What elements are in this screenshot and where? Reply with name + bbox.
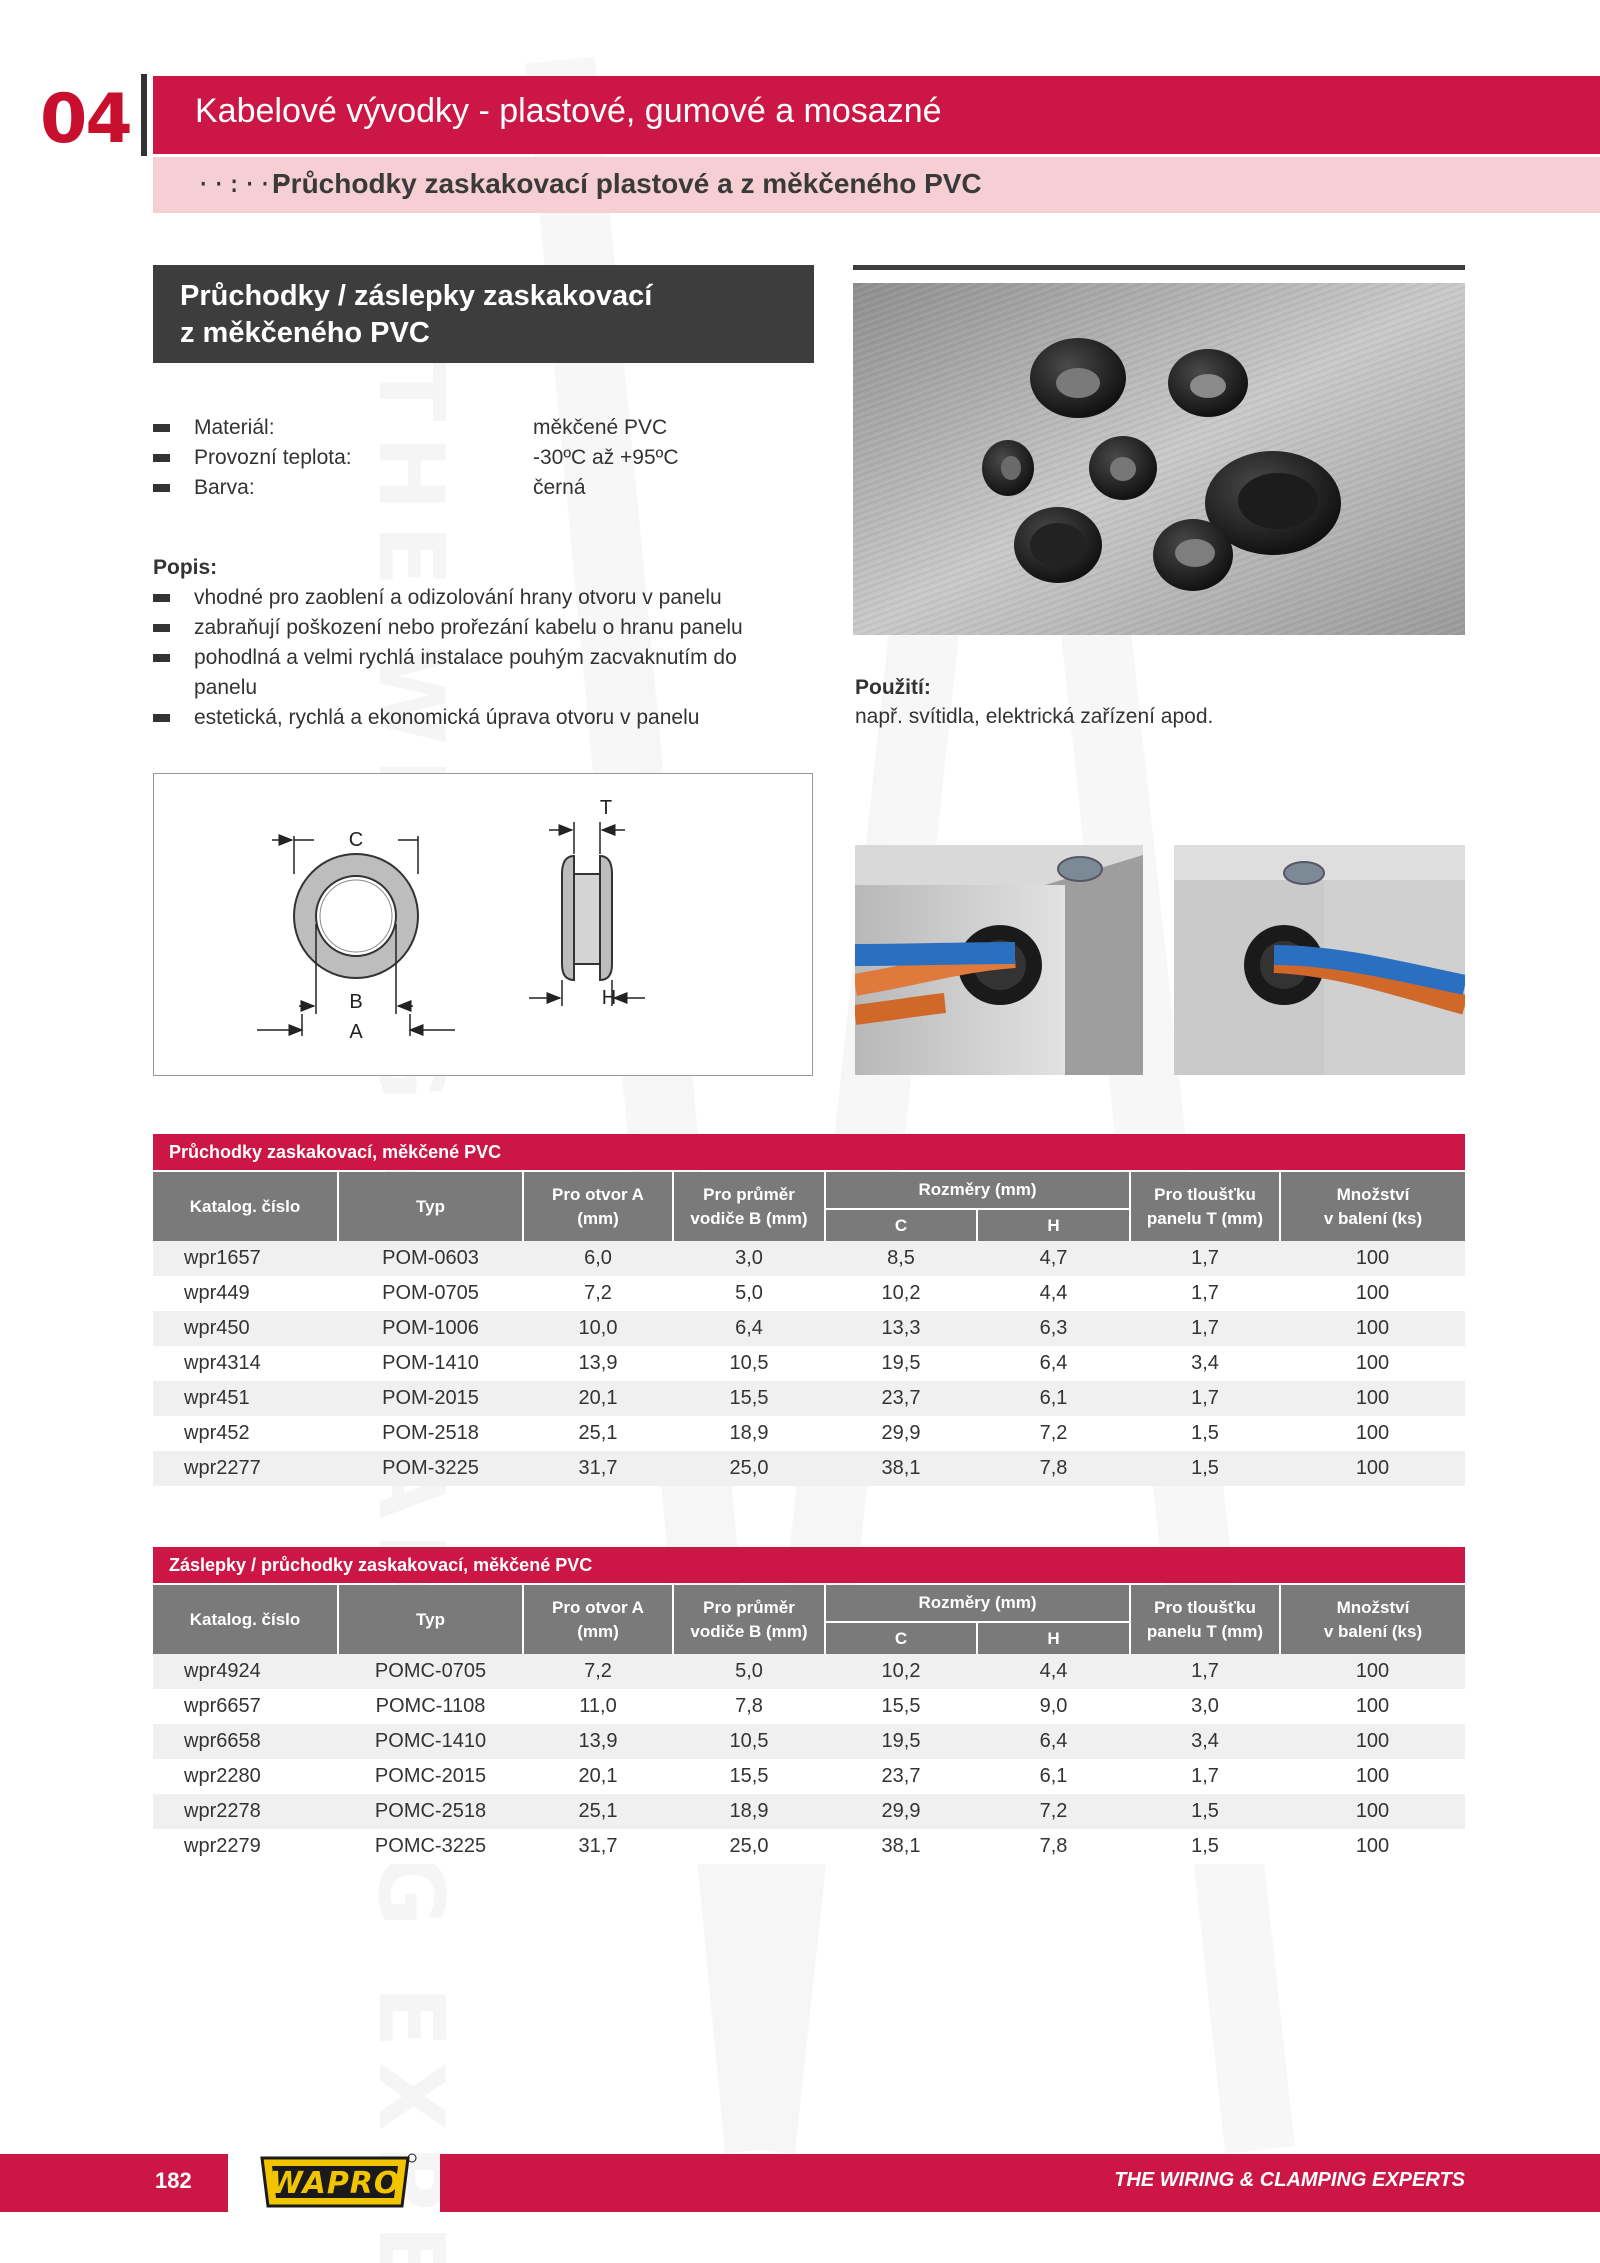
col-header-c: C (825, 1622, 977, 1654)
description-text: vhodné pro zaoblení a odizolování hrany otvoru v panelu (194, 586, 722, 609)
col-header-mnozstvi-line2: v balení (ks) (1323, 1208, 1423, 1228)
cell-typ: POM-0705 (338, 1276, 523, 1311)
table-row (153, 1381, 1465, 1416)
cell-mnozstvi: 100 (1280, 1654, 1465, 1689)
cell-vodic: 5,0 (673, 1654, 825, 1689)
cell-mnozstvi: 100 (1280, 1724, 1465, 1759)
col-header-mnozstvi (1280, 1172, 1465, 1241)
cell-katalog: wpr6658 (153, 1724, 338, 1759)
cell-vodic: 18,9 (673, 1794, 825, 1829)
cell-typ: POMC-1410 (338, 1724, 523, 1759)
cell-vodic: 25,0 (673, 1829, 825, 1864)
cell-vodic: 7,8 (673, 1689, 825, 1724)
cell-mnozstvi: 100 (1280, 1276, 1465, 1311)
cell-h: 6,1 (977, 1759, 1130, 1794)
list-item (153, 703, 793, 733)
cell-h: 9,0 (977, 1689, 1130, 1724)
usage-heading: Použití: (855, 676, 931, 699)
cell-h: 4,4 (977, 1654, 1130, 1689)
spec-row (153, 473, 803, 503)
table-row (153, 1829, 1465, 1864)
cell-tloustka: 1,7 (1130, 1759, 1280, 1794)
cell-typ: POM-1410 (338, 1346, 523, 1381)
cell-typ: POMC-1108 (338, 1689, 523, 1724)
cell-c: 23,7 (825, 1381, 977, 1416)
cell-katalog: wpr451 (153, 1381, 338, 1416)
photo-divider (853, 265, 1465, 270)
col-header-h: H (977, 1622, 1130, 1654)
logo-wordmark: WAPRO (269, 2166, 401, 2201)
cell-katalog: wpr4924 (153, 1654, 338, 1689)
table2 (153, 1585, 1465, 1864)
cell-c: 38,1 (825, 1829, 977, 1864)
cell-tloustka: 1,7 (1130, 1381, 1280, 1416)
cell-tloustka: 1,7 (1130, 1276, 1280, 1311)
diagram-label-t: T (599, 797, 613, 819)
cell-otvor: 11,0 (523, 1689, 673, 1724)
cell-tloustka: 1,5 (1130, 1451, 1280, 1486)
spec-value: -30ºC až +95ºC (533, 446, 679, 469)
cell-vodic: 25,0 (673, 1451, 825, 1486)
cell-mnozstvi: 100 (1280, 1346, 1465, 1381)
spec-row (153, 413, 803, 443)
cell-otvor: 31,7 (523, 1829, 673, 1864)
table-row (153, 1724, 1465, 1759)
cell-katalog: wpr2280 (153, 1759, 338, 1794)
col-header-vodic-line2: vodiče B (mm) (690, 1208, 808, 1228)
dimension-diagram (153, 773, 813, 1076)
cell-h: 6,4 (977, 1724, 1130, 1759)
list-item (153, 643, 793, 703)
description-text: estetická, rychlá a ekonomická úprava otvoru v panelu (194, 706, 700, 729)
cell-c: 23,7 (825, 1759, 977, 1794)
cell-katalog: wpr449 (153, 1276, 338, 1311)
cell-typ: POMC-3225 (338, 1829, 523, 1864)
cell-mnozstvi: 100 (1280, 1829, 1465, 1864)
col-header-mnozstvi-line1: Množství (1336, 1597, 1410, 1617)
cell-c: 19,5 (825, 1346, 977, 1381)
product-title-line2: z měkčeného PVC (180, 317, 430, 349)
col-header-otvor (523, 1585, 673, 1654)
subtitle-dots: ··:··· (196, 170, 289, 198)
table-row (153, 1276, 1465, 1311)
description-heading: Popis: (153, 556, 218, 579)
cell-vodic: 6,4 (673, 1311, 825, 1346)
cell-katalog: wpr1657 (153, 1241, 338, 1276)
cell-h: 7,8 (977, 1829, 1130, 1864)
cell-tloustka: 1,7 (1130, 1654, 1280, 1689)
col-header-tloustka-line2: panelu T (mm) (1146, 1621, 1264, 1641)
col-header-vodic-line1: Pro průměr (703, 1184, 795, 1204)
spec-value: měkčené PVC (533, 416, 668, 439)
col-header-vodic-line2: vodiče B (mm) (690, 1621, 808, 1641)
bullet-icon (153, 484, 170, 492)
table1 (153, 1172, 1465, 1486)
cell-mnozstvi: 100 (1280, 1759, 1465, 1794)
list-item (153, 583, 793, 613)
cell-tloustka: 1,5 (1130, 1416, 1280, 1451)
list-item (153, 613, 793, 643)
chapter-divider (141, 74, 147, 156)
col-header-c: C (825, 1209, 977, 1241)
cell-c: 38,1 (825, 1451, 977, 1486)
cell-mnozstvi: 100 (1280, 1311, 1465, 1346)
bullet-icon (153, 714, 170, 722)
cell-katalog: wpr4314 (153, 1346, 338, 1381)
cell-otvor: 25,1 (523, 1794, 673, 1829)
cell-vodic: 15,5 (673, 1759, 825, 1794)
chapter-number: 04 (40, 80, 131, 159)
col-header-tloustka (1130, 1172, 1280, 1241)
cell-h: 7,8 (977, 1451, 1130, 1486)
cell-otvor: 6,0 (523, 1241, 673, 1276)
page-subtitle: Průchodky zaskakovací plastové a z měkčeného PVC (272, 168, 982, 199)
cell-h: 6,1 (977, 1381, 1130, 1416)
col-header-typ: Typ (338, 1585, 523, 1654)
description-text: zabraňují poškození nebo prořezání kabelu o hranu panelu (194, 616, 743, 639)
cell-c: 10,2 (825, 1654, 977, 1689)
cell-tloustka: 1,5 (1130, 1794, 1280, 1829)
col-header-mnozstvi-line2: v balení (ks) (1323, 1621, 1423, 1641)
col-header-vodic (673, 1585, 825, 1654)
cell-h: 6,4 (977, 1346, 1130, 1381)
table2-caption: Záslepky / průchodky zaskakovací, měkčené PVC (153, 1547, 1465, 1583)
spec-value: černá (533, 476, 586, 499)
cell-h: 7,2 (977, 1416, 1130, 1451)
page-title: Kabelové vývodky - plastové, gumové a mosazné (195, 92, 942, 130)
cell-otvor: 10,0 (523, 1311, 673, 1346)
cell-h: 7,2 (977, 1794, 1130, 1829)
cell-vodic: 5,0 (673, 1276, 825, 1311)
diagram-label-b: B (349, 991, 363, 1013)
cell-otvor: 13,9 (523, 1346, 673, 1381)
col-header-typ: Typ (338, 1172, 523, 1241)
cell-vodic: 18,9 (673, 1416, 825, 1451)
bullet-icon (153, 594, 170, 602)
cell-c: 29,9 (825, 1416, 977, 1451)
col-header-tloustka-line1: Pro tloušťku (1154, 1597, 1256, 1617)
cell-vodic: 10,5 (673, 1346, 825, 1381)
cell-mnozstvi: 100 (1280, 1416, 1465, 1451)
product-title (180, 278, 800, 352)
footer-tagline: THE WIRING & CLAMPING EXPERTS (1114, 2169, 1465, 2191)
cell-typ: POM-2518 (338, 1416, 523, 1451)
table-row (153, 1241, 1465, 1276)
cell-h: 4,4 (977, 1276, 1130, 1311)
diagram-label-c: C (348, 829, 364, 851)
cell-otvor: 25,1 (523, 1416, 673, 1451)
spec-list (153, 413, 803, 503)
installed-grommet-photo (1174, 845, 1465, 1075)
col-header-vodic (673, 1172, 825, 1241)
cell-c: 13,3 (825, 1311, 977, 1346)
cell-mnozstvi: 100 (1280, 1451, 1465, 1486)
cell-mnozstvi: 100 (1280, 1689, 1465, 1724)
grommets-photo (853, 283, 1465, 635)
cell-katalog: wpr450 (153, 1311, 338, 1346)
diagram-label-h: H (601, 987, 617, 1009)
cell-c: 10,2 (825, 1276, 977, 1311)
cell-c: 8,5 (825, 1241, 977, 1276)
cell-katalog: wpr452 (153, 1416, 338, 1451)
table-row (153, 1346, 1465, 1381)
description-text: pohodlná a velmi rychlá instalace pouhým zacvaknutím do panelu (194, 646, 737, 699)
table-row (153, 1311, 1465, 1346)
cell-otvor: 20,1 (523, 1381, 673, 1416)
bullet-icon (153, 654, 170, 662)
description-list (153, 583, 793, 733)
col-header-otvor-line1: Pro otvor A (552, 1597, 644, 1617)
cell-katalog: wpr2278 (153, 1794, 338, 1829)
cell-typ: POM-1006 (338, 1311, 523, 1346)
col-header-rozmery: Rozměry (mm) (825, 1585, 1130, 1622)
col-header-mnozstvi-line1: Množství (1336, 1184, 1410, 1204)
cell-typ: POMC-0705 (338, 1654, 523, 1689)
spec-row (153, 443, 803, 473)
cell-h: 6,3 (977, 1311, 1130, 1346)
cell-otvor: 7,2 (523, 1654, 673, 1689)
table-row (153, 1654, 1465, 1689)
cell-typ: POMC-2518 (338, 1794, 523, 1829)
wapro-logo (258, 2150, 418, 2212)
col-header-katalog: Katalog. číslo (153, 1585, 338, 1654)
cell-mnozstvi: 100 (1280, 1381, 1465, 1416)
cell-typ: POMC-2015 (338, 1759, 523, 1794)
cell-typ: POM-3225 (338, 1451, 523, 1486)
cell-katalog: wpr2279 (153, 1829, 338, 1864)
col-header-rozmery: Rozměry (mm) (825, 1172, 1130, 1209)
col-header-h: H (977, 1209, 1130, 1241)
table-row (153, 1451, 1465, 1486)
cell-h: 4,7 (977, 1241, 1130, 1276)
table1-caption: Průchodky zaskakovací, měkčené PVC (153, 1134, 1465, 1170)
product-title-line1: Průchodky / záslepky zaskakovací (180, 280, 653, 312)
page-number: 182 (155, 2168, 192, 2193)
cell-typ: POM-0603 (338, 1241, 523, 1276)
cell-typ: POM-2015 (338, 1381, 523, 1416)
table-row (153, 1759, 1465, 1794)
bullet-icon (153, 624, 170, 632)
bullet-icon (153, 454, 170, 462)
table-row (153, 1689, 1465, 1724)
cell-vodic: 3,0 (673, 1241, 825, 1276)
cell-tloustka: 3,0 (1130, 1689, 1280, 1724)
cell-otvor: 20,1 (523, 1759, 673, 1794)
usage-text: např. svítidla, elektrická zařízení apod. (855, 705, 1214, 728)
cell-otvor: 7,2 (523, 1276, 673, 1311)
cell-c: 29,9 (825, 1794, 977, 1829)
installed-grommet-photo (855, 845, 1143, 1075)
cell-mnozstvi: 100 (1280, 1794, 1465, 1829)
col-header-tloustka-line2: panelu T (mm) (1146, 1208, 1264, 1228)
diagram-label-a: A (349, 1021, 363, 1043)
col-header-otvor (523, 1172, 673, 1241)
cell-tloustka: 3,4 (1130, 1724, 1280, 1759)
spec-label: Barva: (194, 476, 255, 499)
cell-tloustka: 1,5 (1130, 1829, 1280, 1864)
bullet-icon (153, 424, 170, 432)
table-row (153, 1794, 1465, 1829)
cell-c: 15,5 (825, 1689, 977, 1724)
footer-left-bar (0, 2154, 228, 2212)
cell-otvor: 31,7 (523, 1451, 673, 1486)
col-header-mnozstvi (1280, 1585, 1465, 1654)
cell-c: 19,5 (825, 1724, 977, 1759)
cell-tloustka: 1,7 (1130, 1241, 1280, 1276)
col-header-tloustka (1130, 1585, 1280, 1654)
cell-tloustka: 1,7 (1130, 1311, 1280, 1346)
cell-mnozstvi: 100 (1280, 1241, 1465, 1276)
cell-tloustka: 3,4 (1130, 1346, 1280, 1381)
cell-otvor: 13,9 (523, 1724, 673, 1759)
col-header-katalog: Katalog. číslo (153, 1172, 338, 1241)
cell-vodic: 15,5 (673, 1381, 825, 1416)
spec-label: Materiál: (194, 416, 275, 439)
col-header-otvor-line1: Pro otvor A (552, 1184, 644, 1204)
col-header-otvor-line2: (mm) (577, 1621, 619, 1641)
col-header-tloustka-line1: Pro tloušťku (1154, 1184, 1256, 1204)
table-row (153, 1416, 1465, 1451)
spec-label: Provozní teplota: (194, 446, 352, 469)
cell-katalog: wpr6657 (153, 1689, 338, 1724)
col-header-vodic-line1: Pro průměr (703, 1597, 795, 1617)
col-header-otvor-line2: (mm) (577, 1208, 619, 1228)
cell-vodic: 10,5 (673, 1724, 825, 1759)
cell-katalog: wpr2277 (153, 1451, 338, 1486)
